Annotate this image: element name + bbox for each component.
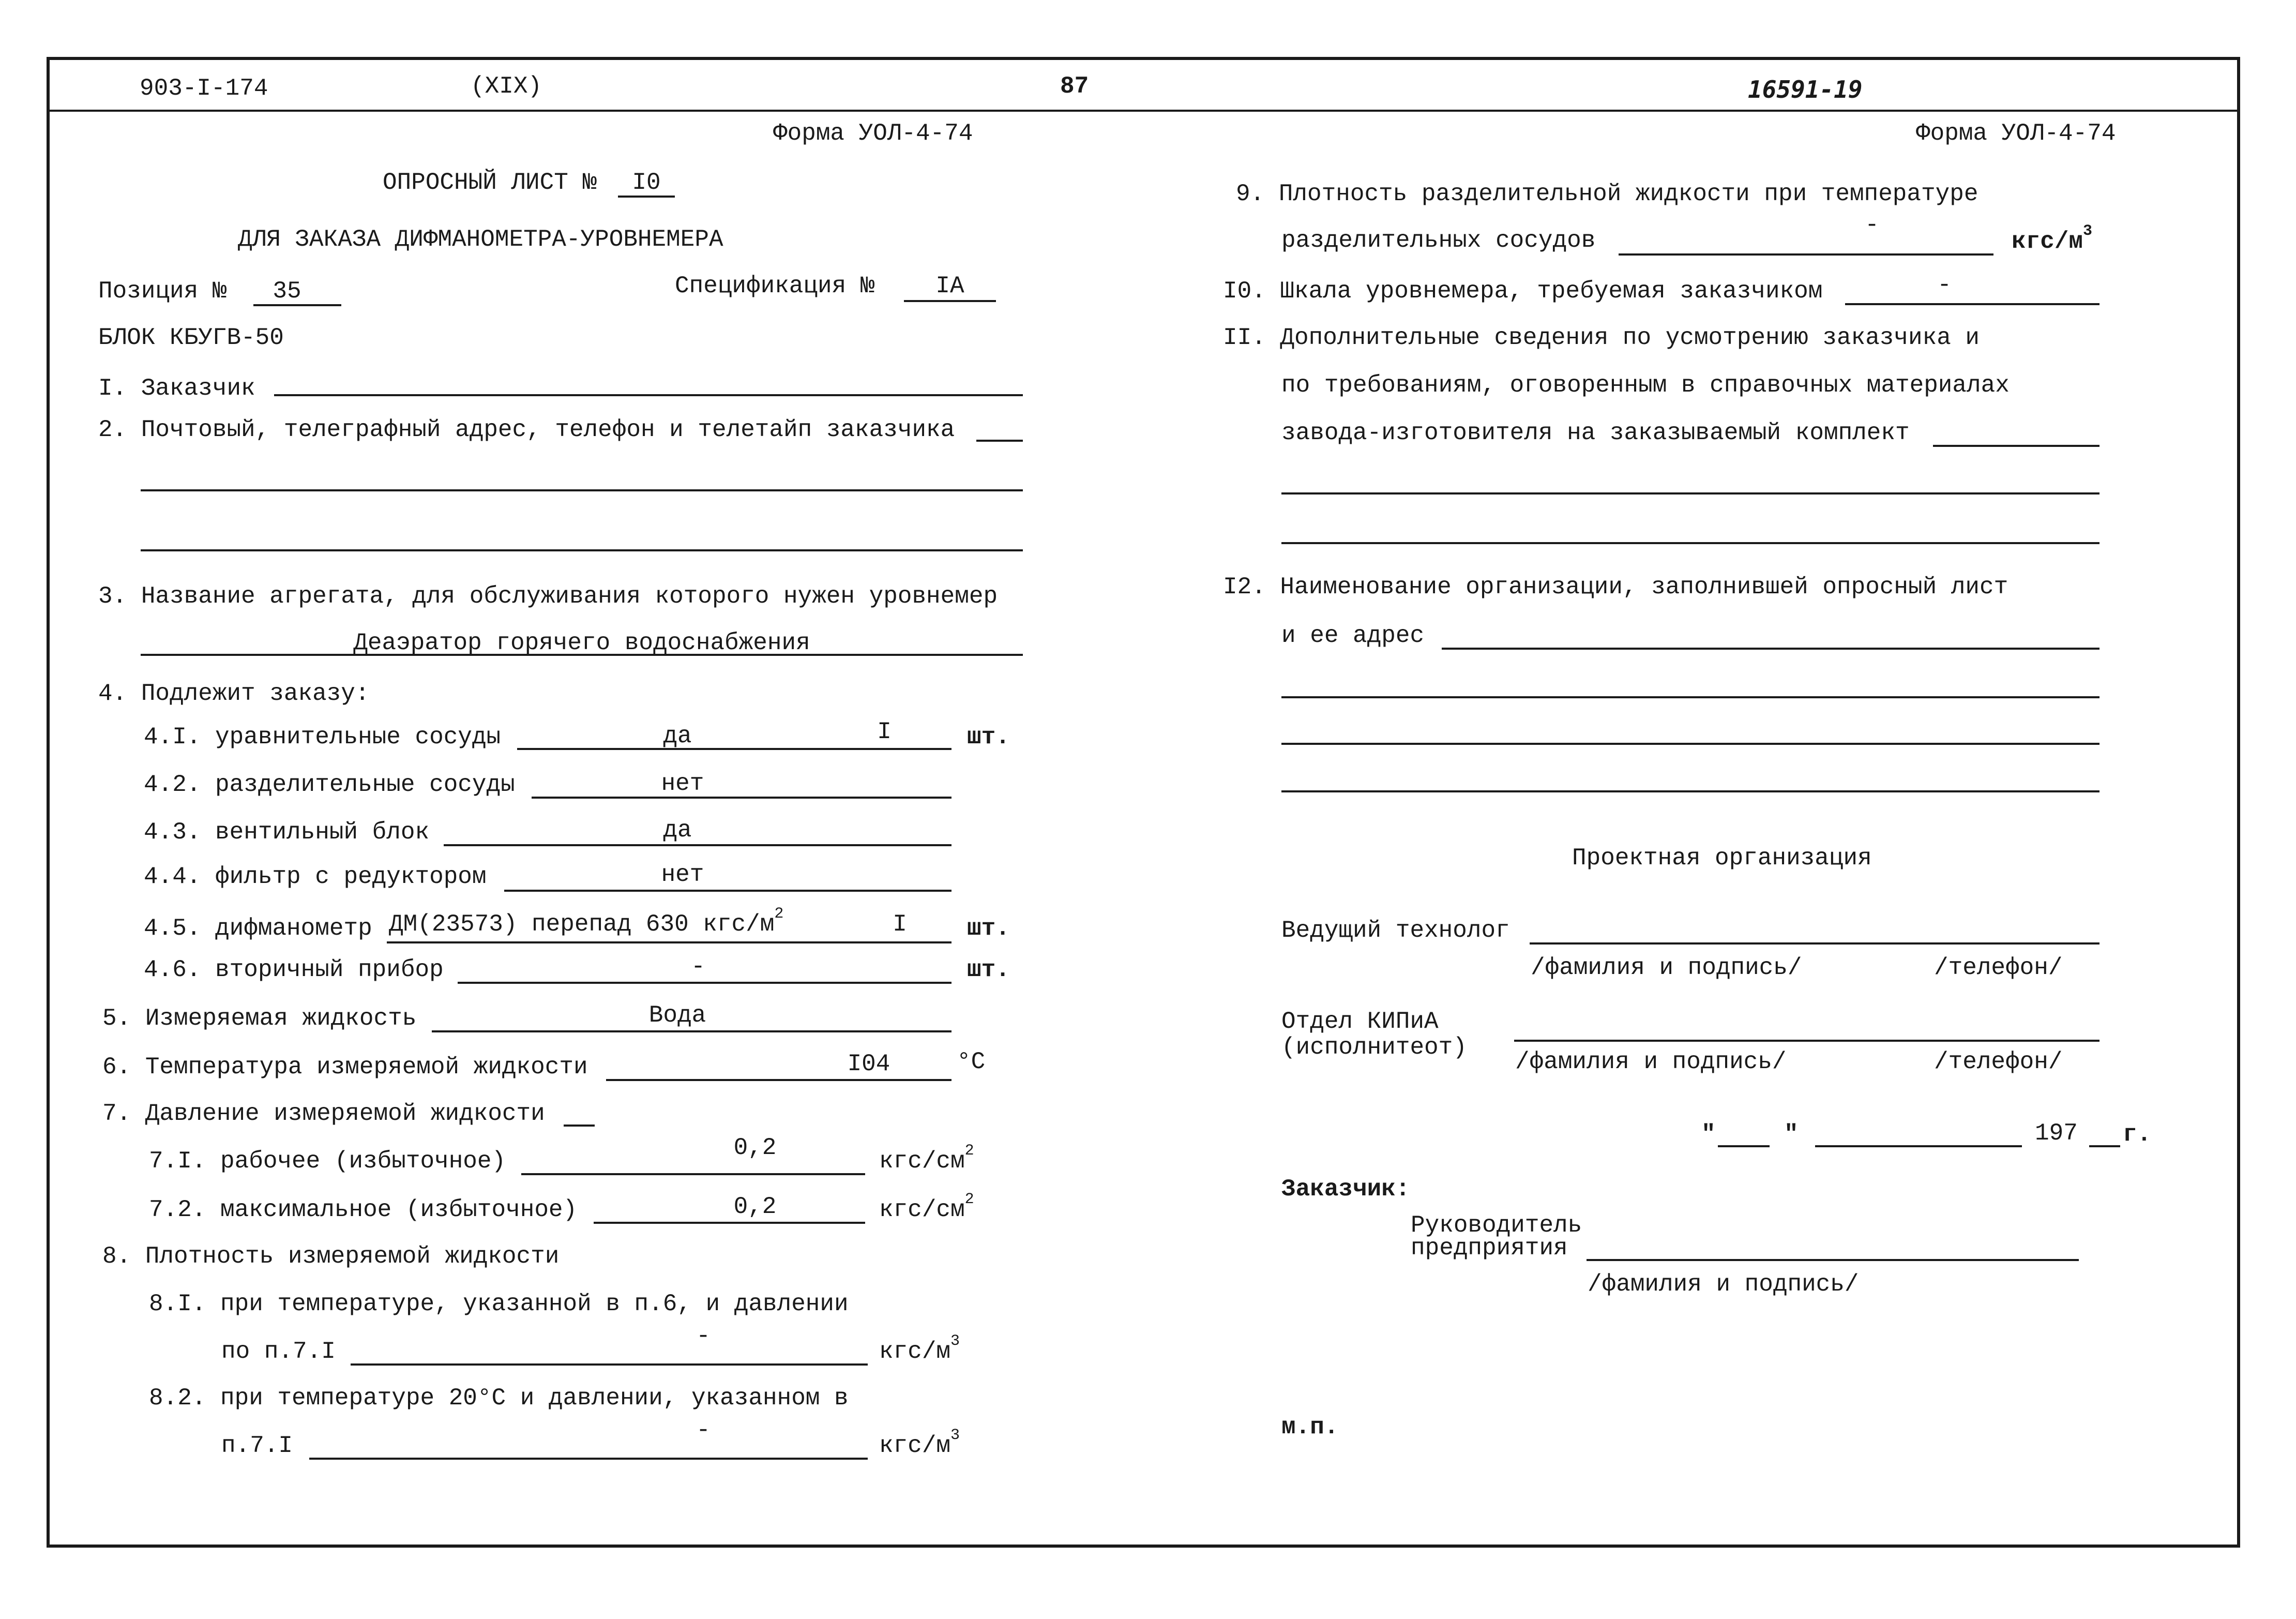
item-8-2-line xyxy=(309,1458,868,1460)
dept-phone-caption: /телефон/ xyxy=(1934,1048,2063,1075)
item-10-line xyxy=(1845,303,2099,305)
spec-value: IA xyxy=(935,273,964,299)
form-code-right: Форма УОЛ-4-74 xyxy=(1916,120,2116,147)
item-7-2-line xyxy=(594,1222,865,1224)
item-7-2-unit-text: кгс/см xyxy=(879,1196,965,1223)
title-prefix: ОПРОСНЫЙ ЛИСТ № xyxy=(383,169,597,196)
item-4-6-label: 4.6. вторичный прибор xyxy=(144,956,444,983)
item-4-1-value: да xyxy=(663,723,692,749)
item-8-1-label-b: по п.7.I xyxy=(221,1338,336,1365)
item-8-2-label-b: п.7.I xyxy=(221,1432,293,1459)
item-11-line-3 xyxy=(1281,542,2099,544)
item-8-2-unit-text: кгс/м xyxy=(879,1432,951,1459)
dept-label-1: Отдел КИПиА xyxy=(1281,1008,1439,1035)
head-label-2: предприятия xyxy=(1411,1235,1568,1262)
item-8-1-value: - xyxy=(696,1323,711,1350)
header-divider xyxy=(47,110,2237,112)
item-4-5-value-text: ДМ(23573) перепад 630 кгс/м xyxy=(389,911,775,938)
item-10-value: - xyxy=(1937,272,1952,298)
item-7-label: 7. Давление измеряемой жидкости xyxy=(102,1100,545,1127)
item-4-1-line xyxy=(517,748,951,750)
position-value: 35 xyxy=(273,278,301,305)
item-7-2-label: 7.2. максимальное (избыточное) xyxy=(149,1196,578,1223)
item-9-unit-text: кгс/м xyxy=(2012,228,2083,255)
item-8-2-value: - xyxy=(696,1417,711,1444)
item-4-3-line xyxy=(444,844,951,846)
item-12-line-3 xyxy=(1281,743,2099,745)
item-1-label: I. Заказчик xyxy=(98,375,255,402)
item-4-4-line xyxy=(504,890,951,892)
item-7-line xyxy=(564,1125,595,1127)
item-8-1-unit: кгс/$м^3$ xyxy=(879,1332,960,1365)
item-7-2-value: 0,2 xyxy=(733,1193,777,1220)
item-5-label: 5. Измеряемая жидкость xyxy=(102,1005,417,1032)
questionnaire-title xyxy=(383,171,597,194)
item-4-3-value: да xyxy=(663,817,692,844)
date-day-line xyxy=(1718,1145,1770,1147)
item-4-5-unit: шт. xyxy=(967,915,1010,942)
item-11-line-2 xyxy=(1281,492,2099,494)
item-6-value: I04 xyxy=(847,1051,890,1077)
item-1-line xyxy=(274,394,1023,396)
head-label-1: Руководитель xyxy=(1411,1212,1582,1239)
item-4-1-qty: I xyxy=(877,718,892,745)
block-label: БЛОК КБУГВ-50 xyxy=(98,324,284,351)
item-6-line xyxy=(606,1079,951,1081)
item-7-1-label: 7.I. рабочее (избыточное) xyxy=(149,1148,506,1175)
item-8-label: 8. Плотность измеряемой жидкости xyxy=(102,1243,560,1270)
dept-sig-caption: /фамилия и подпись/ xyxy=(1515,1048,1787,1075)
head-sig-caption: /фамилия и подпись/ xyxy=(1588,1271,1859,1298)
item-8-1-unit-text: кгс/м xyxy=(879,1338,951,1365)
subtitle: ДЛЯ ЗАКАЗА ДИФМАНОМЕТРА-УРОВНЕМЕРА xyxy=(238,226,723,253)
item-4-4-value: нет xyxy=(661,861,704,888)
item-4-1-label: 4.I. уравнительные сосуды xyxy=(144,724,501,751)
item-2-line-end xyxy=(976,440,1023,442)
title-number: I0 xyxy=(632,169,661,196)
item-4-6-value: - xyxy=(691,953,705,980)
item-8-1-label-a: 8.I. при температуре, указанной в п.6, и давлении xyxy=(149,1291,849,1317)
date-month-line xyxy=(1815,1145,2022,1147)
project-org-heading: Проектная организация xyxy=(1572,845,1872,872)
item-5-line xyxy=(432,1030,951,1032)
item-6-label: 6. Температура измеряемой жидкости xyxy=(102,1054,588,1081)
item-8-2-unit: кгс/$м^3$ xyxy=(879,1427,960,1459)
spec-line xyxy=(904,300,996,302)
stamp-label: м.п. xyxy=(1281,1414,1339,1441)
item-8-1-line xyxy=(351,1363,868,1366)
item-12-label-a: I2. Наименование организации, заполнившей опросный лист xyxy=(1223,574,2008,601)
lead-tech-phone-caption: /телефон/ xyxy=(1934,954,2063,981)
lead-tech-label: Ведущий технолог xyxy=(1281,917,1510,944)
item-4-5-qty: I xyxy=(893,911,907,938)
lead-tech-sig-caption: /фамилия и подпись/ xyxy=(1531,954,1802,981)
item-12-line-4 xyxy=(1281,790,2099,792)
item-9-unit: кгс/$м^3$ xyxy=(2012,222,2093,255)
item-12-line-1 xyxy=(1442,648,2099,650)
lead-tech-line xyxy=(1530,942,2099,945)
item-4-6-unit: шт. xyxy=(967,956,1010,983)
item-9-value: - xyxy=(1865,212,1879,238)
item-11-line-end xyxy=(1933,445,2099,447)
item-4-1-unit: шт. xyxy=(967,724,1010,751)
head-line xyxy=(1587,1259,2079,1261)
item-2-line-3 xyxy=(141,549,1023,551)
date-year: 197 xyxy=(2035,1120,2078,1147)
item-3-value: Деаэратор горячего водоснабжения xyxy=(353,629,810,656)
item-4-label: 4. Подлежит заказу: xyxy=(98,680,370,707)
item-4-2-value: нет xyxy=(661,770,704,797)
item-7-1-line xyxy=(521,1173,865,1175)
item-4-3-label: 4.3. вентильный блок xyxy=(144,819,430,846)
item-2-label: 2. Почтовый, телеграфный адрес, телефон и телетайп заказчика xyxy=(98,416,955,443)
date-year-line xyxy=(2089,1145,2120,1147)
doc-number-left: 903-I-174 xyxy=(140,75,268,102)
item-9-line xyxy=(1619,253,1993,256)
date-quote-close: " xyxy=(1784,1121,1799,1148)
item-2-line-2 xyxy=(141,489,1023,491)
form-code-left: Форма УОЛ-4-74 xyxy=(773,120,973,147)
customer-label: Заказчик: xyxy=(1281,1176,1410,1203)
item-9-label-a: 9. Плотность разделительной жидкости при температуре xyxy=(1236,181,1978,207)
item-7-1-unit-text: кгс/см xyxy=(879,1148,965,1175)
item-4-5-value: ДМ(23573) перепад 630 кгс/$м^2$ xyxy=(389,905,784,938)
item-4-4-label: 4.4. фильтр с редуктором xyxy=(144,863,487,890)
item-11-label-b: по требованиям, оговоренным в справочных материалах xyxy=(1281,372,2010,399)
item-12-label-b: и ее адрес xyxy=(1281,622,1425,649)
page-number: 87 xyxy=(1060,73,1089,100)
item-11-label-c: завода-изготовителя на заказываемый комплект xyxy=(1281,419,1910,446)
item-4-6-line xyxy=(458,982,951,984)
item-7-2-unit: кгс/$см^2$ xyxy=(879,1191,974,1223)
item-8-2-label-a: 8.2. при температуре 20°С и давлении, указанном в xyxy=(149,1385,849,1412)
section-label: (XIX) xyxy=(471,73,542,100)
item-4-2-line xyxy=(532,797,951,799)
item-6-unit: °С xyxy=(957,1048,986,1075)
dept-label-2: (исполнитеот) xyxy=(1281,1034,1467,1061)
item-7-1-unit: кгс/$см^2$ xyxy=(879,1142,974,1175)
item-11-label-a: II. Дополнительные сведения по усмотрению заказчика и xyxy=(1223,324,1980,351)
item-7-1-value: 0,2 xyxy=(733,1134,777,1161)
date-quote-open: " xyxy=(1701,1121,1716,1148)
date-suffix: г. xyxy=(2123,1121,2152,1148)
item-4-2-label: 4.2. разделительные сосуды xyxy=(144,771,515,798)
dept-line xyxy=(1514,1040,2099,1042)
spec-label: Спецификация № xyxy=(675,273,875,299)
item-9-label-b: разделительных сосудов xyxy=(1281,227,1596,254)
item-4-5-label: 4.5. дифманометр xyxy=(144,915,372,942)
item-12-line-2 xyxy=(1281,696,2099,698)
item-5-value: Вода xyxy=(648,1002,706,1029)
item-3-label: 3. Название агрегата, для обслуживания которого нужен уровнемер xyxy=(98,583,998,610)
doc-number-right: 16591-19 xyxy=(1748,76,1863,103)
position-label: Позиция № xyxy=(98,278,227,305)
item-4-5-line xyxy=(387,941,951,943)
item-10-label: I0. Шкала уровнемера, требуемая заказчиком xyxy=(1223,278,1823,305)
